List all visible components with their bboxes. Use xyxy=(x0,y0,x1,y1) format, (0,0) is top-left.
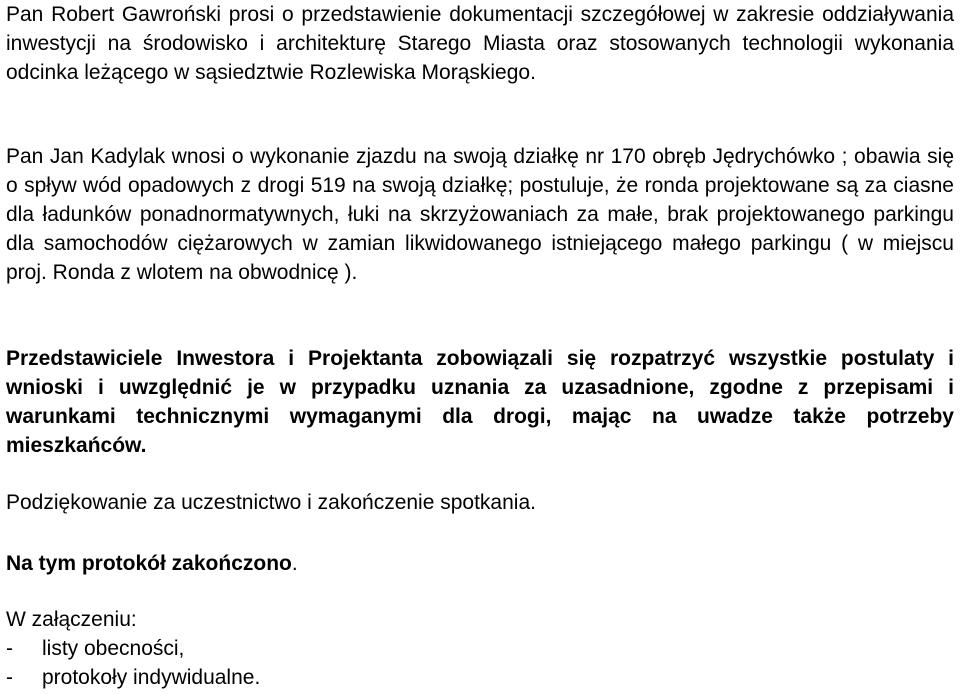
list-item-text: listy obecności, xyxy=(42,637,185,660)
list-item xyxy=(6,634,260,663)
paragraph-closing xyxy=(6,549,298,578)
closing-bold-text: Na tym protokół zakończono xyxy=(6,552,292,575)
list-dash: - xyxy=(6,637,13,660)
attachments-heading: W załączeniu: xyxy=(6,608,137,631)
list-dash: - xyxy=(6,666,13,689)
paragraph-thanks: Podziękowanie za uczestnictwo i zakończenie spotkania. xyxy=(6,491,536,514)
paragraph-kadylak: Pan Jan Kadylak wnosi o wykonanie zjazdu na swoją działkę nr 170 obręb Jędrychówko ; obawia się o spływ wód opadowych z drogi 519 na swoją działkę; postuluje, że ronda projektowane są za ciasne dla ładunków ponadnormatywnych, łuki na skrzyżowaniach za małe, brak projektowanego parkingu dla samochodów ciężarowych w zamian likwidowanego istniejącego małego parkingu ( w miejscu proj. Ronda z wlotem na obwodnicę ). xyxy=(6,145,954,284)
paragraph-gawronski: Pan Robert Gawroński prosi o przedstawienie dokumentacji szczegółowej w zakresie oddziaływania inwestycji na środowisko i architekturę Starego Miasta oraz stosowanych technologii wykonania odcinka leżącego w sąsiedztwie Rozlewiska Morąskiego. xyxy=(6,3,954,84)
list-item xyxy=(6,663,260,692)
list-item-text: protokoły indywidualne. xyxy=(42,666,261,689)
closing-period: . xyxy=(291,552,298,575)
attachments-list xyxy=(6,634,260,692)
paragraph-investor-commitment: Przedstawiciele Inwestora i Projektanta zobowiązali się rozpatrzyć wszystkie postulaty i wnioski i uwzględnić je w przypadku uznania za uzasadnione, zgodne z przepisami i warunkami technicznymi wymaganymi dla drogi, mając na uwadze także potrzeby mieszkańców. xyxy=(6,347,954,457)
